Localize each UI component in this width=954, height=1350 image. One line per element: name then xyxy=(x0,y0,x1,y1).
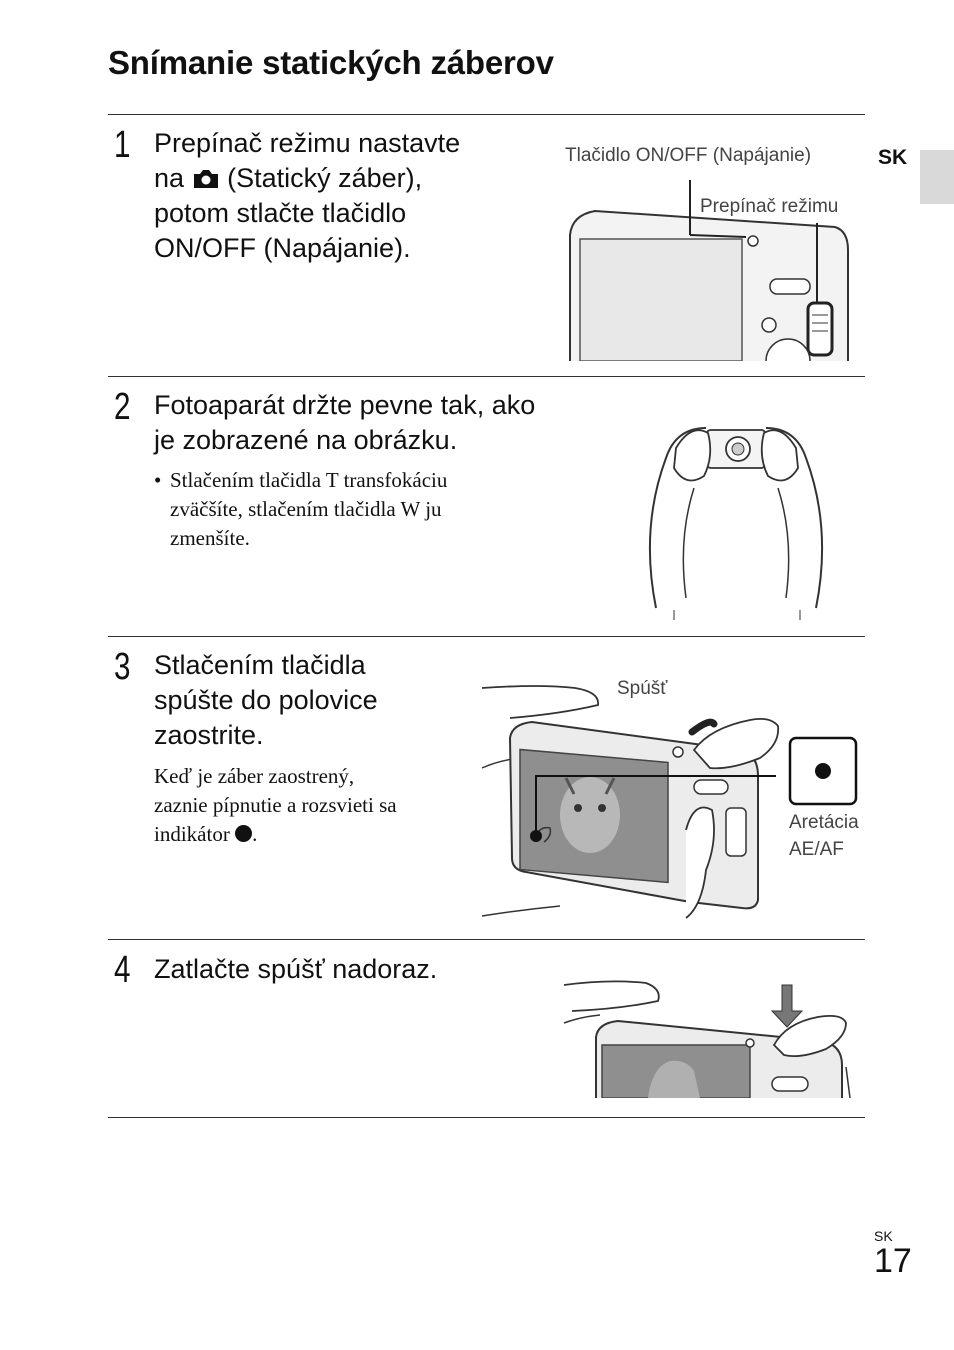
section-divider xyxy=(108,1117,865,1118)
step-4-line: Zatlačte spúšť nadoraz. xyxy=(154,954,438,984)
power-button-label: Tlačidlo ON/OFF (Napájanie) xyxy=(565,145,812,166)
section-divider xyxy=(108,636,865,637)
step-number: 2 xyxy=(114,386,131,428)
step-2-line: Fotoaparát držte pevne tak, ako xyxy=(154,390,536,420)
step-1-text: na xyxy=(154,163,185,193)
bullet-text: Stlačením tlačidla T transfokáciu xyxy=(170,468,448,492)
step-1-line: ON/OFF (Napájanie). xyxy=(154,233,411,263)
note-text: indikátor xyxy=(154,822,230,846)
page-title: Snímanie statických záberov xyxy=(108,44,554,81)
half-press-shutter-illustration xyxy=(480,680,860,920)
page-language-code: SK xyxy=(874,1228,893,1244)
ae-af-lock-label-line1: Aretácia xyxy=(789,812,859,833)
step-number: 1 xyxy=(114,124,131,166)
step-1-line xyxy=(154,161,460,196)
camera-icon xyxy=(192,167,220,189)
step-3-note xyxy=(154,762,397,849)
step-3-line: Stlačením tlačidla xyxy=(154,650,366,680)
step-2-instruction xyxy=(154,388,535,458)
step-number: 3 xyxy=(114,646,131,688)
step-3-instruction xyxy=(154,648,378,753)
page-number: 17 xyxy=(874,1242,912,1280)
camera-top-illustration xyxy=(560,175,860,361)
step-1-line: potom stlačte tlačidlo xyxy=(154,198,407,228)
bullet-text: zmenšíte. xyxy=(170,526,250,550)
note-line: zaznie pípnutie a rozsvieti sa xyxy=(154,793,397,817)
step-1-text: (Statický záber), xyxy=(227,163,423,193)
section-divider xyxy=(108,939,865,940)
full-press-shutter-illustration xyxy=(560,975,852,1098)
step-3-line: zaostrite. xyxy=(154,720,264,750)
language-tab-label: SK xyxy=(878,146,908,169)
section-divider xyxy=(108,376,865,377)
mode-switch-label: Prepínač režimu xyxy=(700,196,839,217)
shutter-label: Spúšť xyxy=(617,678,668,699)
focus-indicator-icon xyxy=(235,825,252,842)
hands-holding-camera-illustration xyxy=(636,398,836,620)
note-line xyxy=(154,820,397,849)
section-divider xyxy=(108,114,865,115)
step-2-line: je zobrazené na obrázku. xyxy=(154,425,458,455)
note-line: Keď je záber zaostrený, xyxy=(154,764,355,788)
step-4-instruction xyxy=(154,952,437,987)
note-text: . xyxy=(252,822,258,846)
bullet-marker: • xyxy=(154,468,162,492)
step-2-bullet xyxy=(154,466,447,553)
ae-af-lock-label-line2: AE/AF xyxy=(789,839,844,860)
step-3-line: spúšte do polovice xyxy=(154,685,378,715)
language-tab-marker xyxy=(920,150,954,204)
bullet-text: zväčšíte, stlačením tlačidla W ju xyxy=(170,497,442,521)
step-1-instruction xyxy=(154,126,460,266)
step-1-line: Prepínač režimu nastavte xyxy=(154,128,461,158)
step-number: 4 xyxy=(114,949,131,991)
